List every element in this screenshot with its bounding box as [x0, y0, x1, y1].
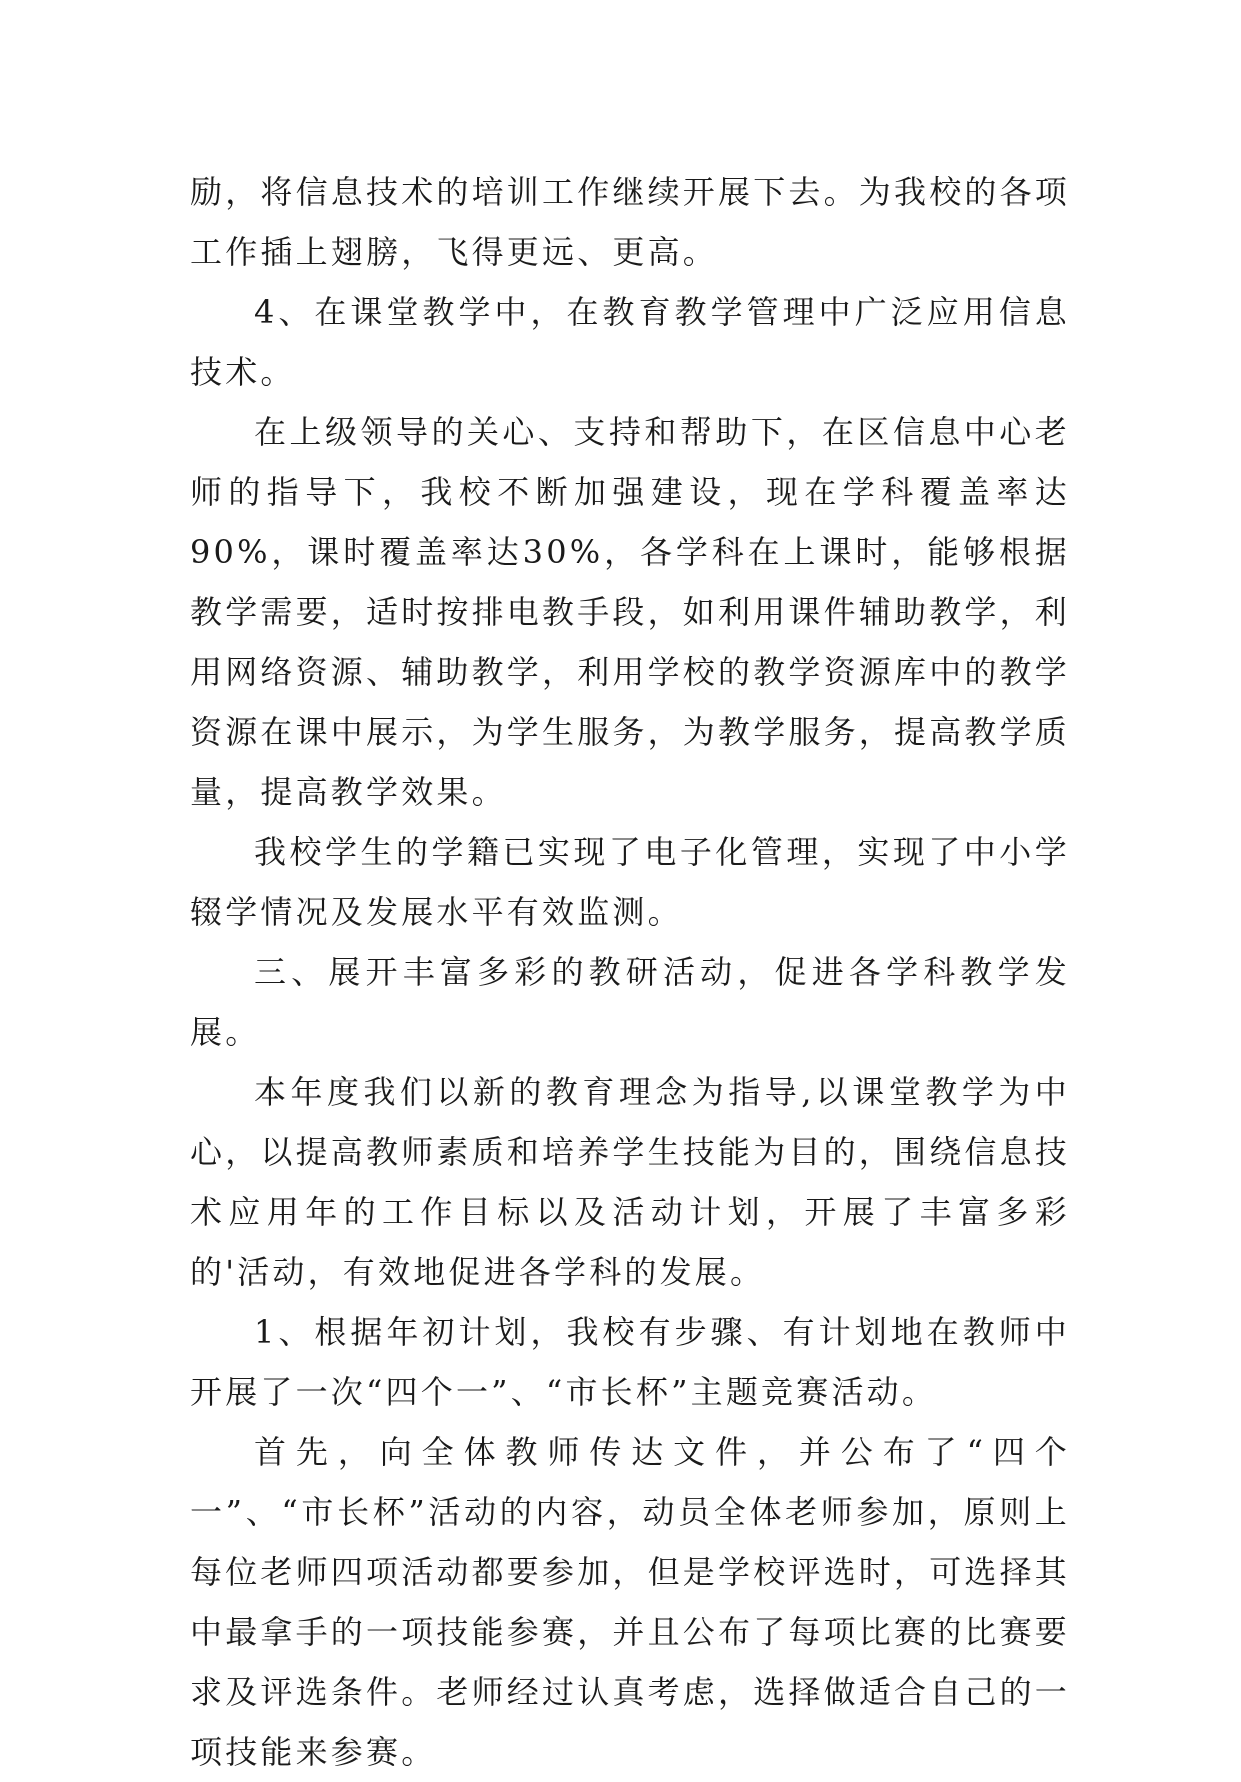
section-heading-3: 三、展开丰富多彩的教研活动，促进各学科教学发展。 — [190, 953, 1070, 1051]
paragraph-1: 励，将信息技术的培训工作继续开展下去。为我校的各项工作插上翅膀，飞得更远、更高。 — [190, 173, 1071, 271]
paragraph-4: 我校学生的学籍已实现了电子化管理，实现了中小学辍学情况及发展水平有效监测。 — [190, 833, 1070, 931]
paragraph-2: 4、在课堂教学中，在教育教学管理中广泛应用信息技术。 — [190, 293, 1070, 391]
paragraph-3: 在上级领导的关心、支持和帮助下，在区信息中心老师的指导下，我校不断加强建设，现在学科覆盖率达90%，课时覆盖率达30%，各学科在上课时，能够根据教学需要，适时按排电教手段，如利用课件辅助教学，利用网络资源、辅助教学，利用学校的教学资源库中的教学资源在课中展示，为学生服务，为教学服务，提高教学质量，提高教学效果。 — [190, 413, 1071, 811]
paragraph-6: 本年度我们以新的教育理念为指导,以课堂教学为中心，以提高教师素质和培养学生技能为目的，围绕信息技术应用年的工作目标以及活动计划，开展了丰富多彩的'活动，有效地促进各学科的发展。 — [190, 1073, 1071, 1291]
document-body — [190, 162, 1070, 1782]
paragraph-7: 1、根据年初计划，我校有步骤、有计划地在教师中开展了一次“四个一”、“市长杯”主题竞赛活动。 — [190, 1313, 1070, 1411]
paragraph-8: 首先，向全体教师传达文件，并公布了“四个一”、“市长杯”活动的内容，动员全体老师参加，原则上每位老师四项活动都要参加，但是学校评选时，可选择其中最拿手的一项技能参赛，并且公布了每项比赛的比赛要求及评选条件。老师经过认真考虑，选择做适合自己的一项技能来参赛。 — [190, 1433, 1071, 1771]
